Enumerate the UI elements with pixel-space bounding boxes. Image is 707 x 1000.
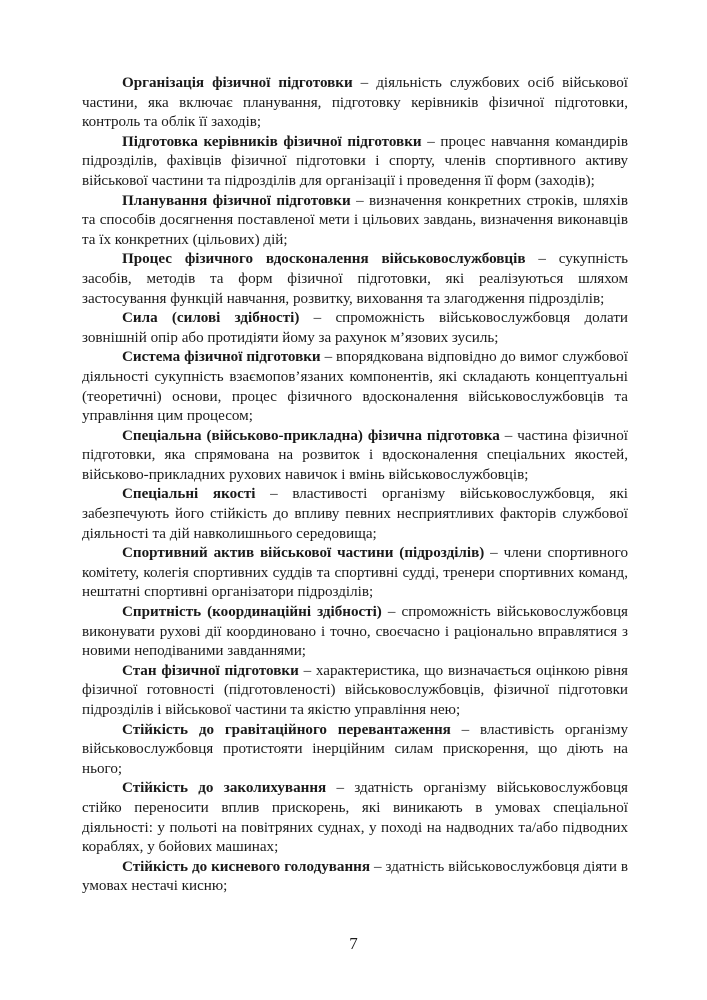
glossary-entry xyxy=(82,348,628,426)
glossary-entry xyxy=(82,250,628,309)
glossary-term: Процес фізичного вдосконалення військовослужбовців xyxy=(122,251,526,268)
document-body xyxy=(82,74,628,897)
glossary-definition: – властивість організму військовослужбовця протистояти інерційним силам прискорення, що діють на нього; xyxy=(82,721,628,777)
glossary-definition: – впорядкована відповідно до вимог службової діяльності сукупність взаємопов’язаних компонентів, які складають концептуальні (теоретичні) основи, процес фізичного вдосконалення військовослужбовців та управління цим процесом; xyxy=(82,349,628,425)
glossary-definition: – частина фізичної підготовки, яка спрямована на розвиток і вдосконалення спеціальних якостей, військово-прикладних рухових навичок і вмінь військовослужбовців; xyxy=(82,427,628,483)
glossary-definition: – здатність військовослужбовця діяти в умовах нестачі кисню; xyxy=(82,858,628,895)
glossary-term: Спеціальні якості xyxy=(122,486,256,503)
glossary-entry xyxy=(82,309,628,348)
glossary-term: Планування фізичної підготовки xyxy=(122,192,351,209)
glossary-entry xyxy=(82,192,628,251)
glossary-definition: – властивості організму військовослужбовця, які забезпечують його стійкість до впливу певних несприятливих факторів службової діяльності та дій навколишнього середовища; xyxy=(82,486,628,542)
glossary-definition: – члени спортивного комітету, колегія спортивних суддів та спортивні судді, тренери спортивних команд, нештатні спортивні організатори підрозділів; xyxy=(82,545,628,601)
glossary-term: Система фізичної підготовки xyxy=(122,349,321,366)
glossary-term: Сила (силові здібності) xyxy=(122,310,300,327)
glossary-entry xyxy=(82,721,628,780)
glossary-term: Організація фізичної підготовки xyxy=(122,75,353,91)
glossary-definition: – спроможність військовослужбовця виконувати рухові дії координовано і точно, своєчасно і раціонально вправлятися з новими неподіваними завданнями; xyxy=(82,604,628,660)
glossary-entry xyxy=(82,662,628,721)
glossary-definition: – процес навчання командирів підрозділів, фахівців фізичної підготовки і спорту, членів спортивного активу військової частини та підрозділів для організації і проведення її форм (заходів); xyxy=(82,133,629,189)
glossary-entry xyxy=(82,544,628,603)
glossary-entry xyxy=(82,858,628,897)
glossary-term: Підготовка керівників фізичної підготовки xyxy=(122,133,422,150)
glossary-definition: – визначення конкретних строків, шляхів та способів досягнення поставленої мети і цільових завдань, визначення виконавців та їх конкретних (цільових) дій; xyxy=(82,192,628,248)
glossary-entry xyxy=(82,133,628,192)
glossary-definition: – діяльність службових осіб військової частини, яка включає планування, підготовку керівників фізичної підготовки, контроль та облік її заходів; xyxy=(82,75,628,131)
glossary-entry xyxy=(82,779,628,857)
glossary-term: Спортивний актив військової частини (підрозділів) xyxy=(122,545,485,562)
glossary-entry xyxy=(82,74,628,133)
glossary-term: Стійкість до гравітаційного перевантаження xyxy=(122,721,451,738)
glossary-entry xyxy=(82,485,628,544)
glossary-definition: – характеристика, що визначається оцінкою рівня фізичної готовності (підготовленості) військовослужбовців, фізичної підготовки підрозділів і військової частини та якістю управління нею; xyxy=(82,662,628,718)
page-number: 7 xyxy=(349,934,358,953)
glossary-term: Стан фізичної підготовки xyxy=(122,662,299,679)
glossary-definition: – сукупність засобів, методів та форм фізичної підготовки, які реалізуються шляхом застосування функцій навчання, розвитку, виховання та злагодження підрозділів; xyxy=(82,251,628,307)
glossary-definition: – здатність організму військовослужбовця стійко переносити вплив прискорень, які виникають в умовах спеціальної діяльності: у польоті на повітряних суднах, у поході на надводних та/або підводних кораблях, у бойових машинах; xyxy=(82,780,628,856)
glossary-entry xyxy=(82,603,628,662)
glossary-definition: – спроможність військовослужбовця долати зовнішній опір або протидіяти йому за рахунок м’язових зусиль; xyxy=(82,310,628,346)
glossary-entry xyxy=(82,427,628,486)
glossary-term: Стійкість до заколихування xyxy=(122,780,327,797)
glossary-term: Спритність (координаційні здібності) xyxy=(122,604,382,621)
glossary-term: Стійкість до кисневого голодування xyxy=(122,858,371,875)
glossary-term: Спеціальна (військово-прикладна) фізична підготовка xyxy=(122,427,500,444)
